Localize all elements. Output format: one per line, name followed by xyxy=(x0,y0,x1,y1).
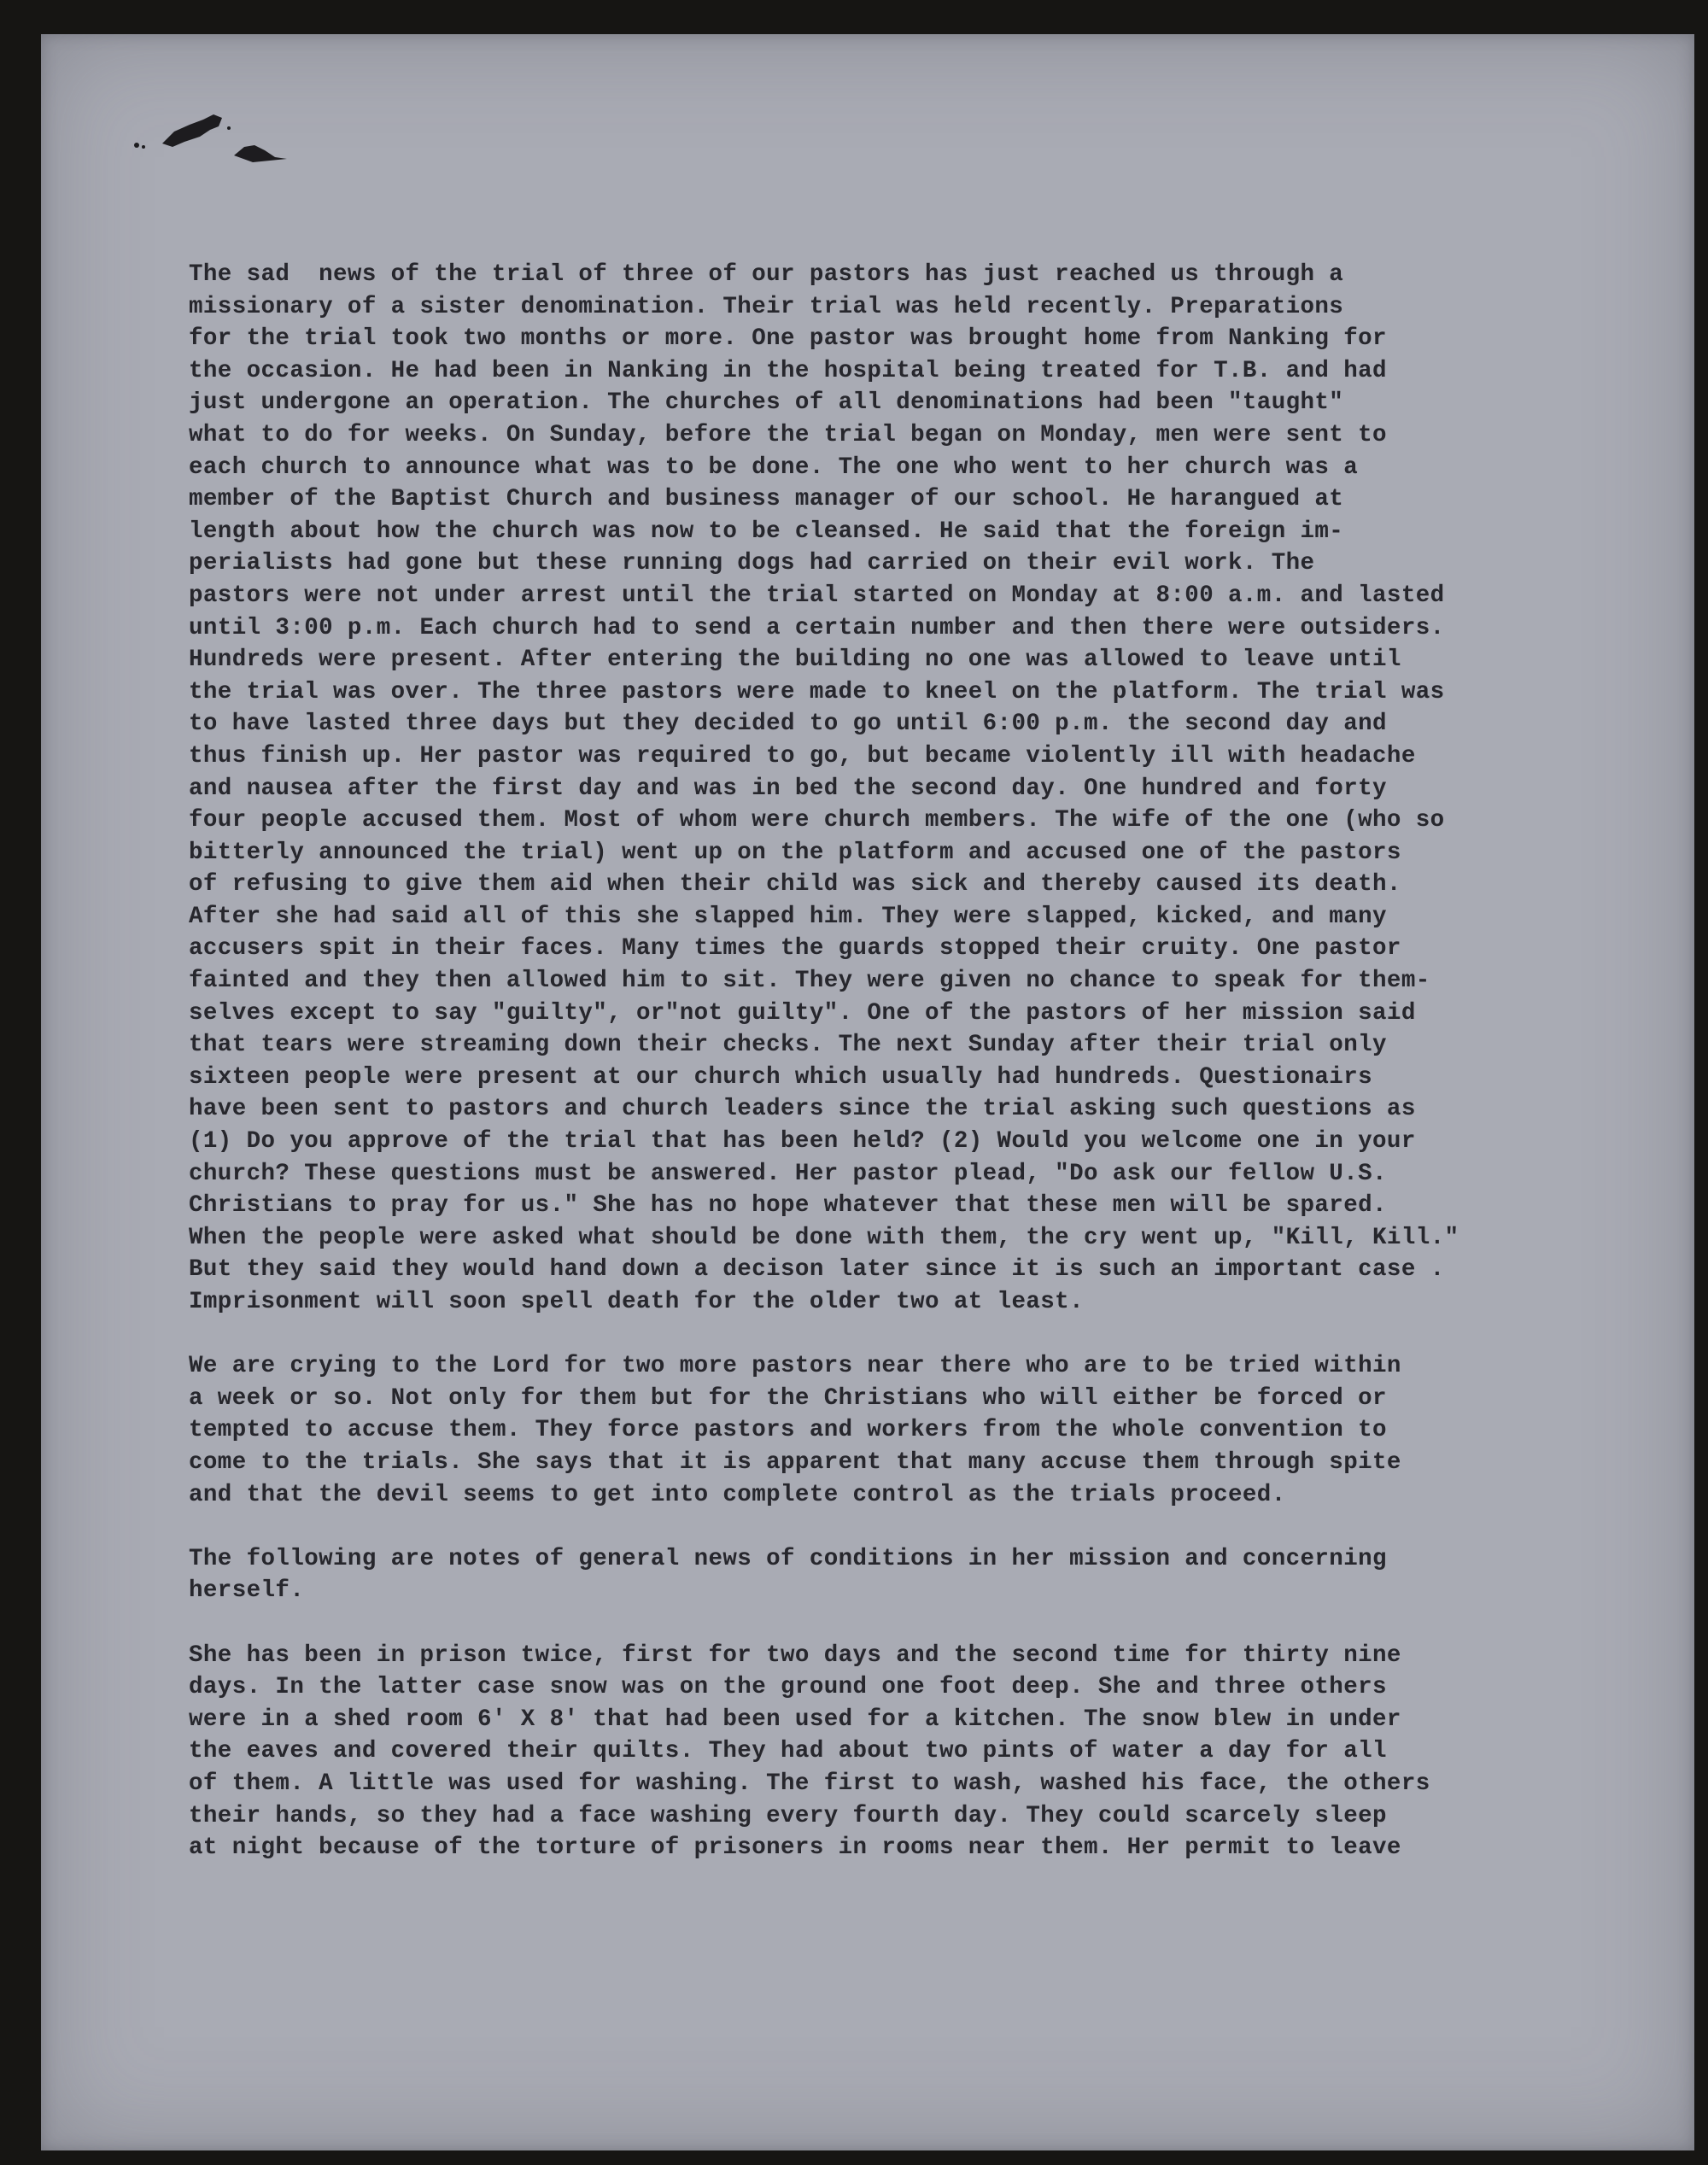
text-line: When the people were asked what should be done with them, the cry went up, "Kill, Kill." xyxy=(189,1224,1459,1251)
text-line: and nausea after the first day and was in bed the second day. One hundred and forty xyxy=(189,775,1387,802)
text-line: what to do for weeks. On Sunday, before the trial began on Monday, men were sent to xyxy=(189,421,1387,448)
text-line: the trial was over. The three pastors were made to kneel on the platform. The trial was xyxy=(189,678,1445,705)
ink-blot-small xyxy=(234,145,287,162)
text-line: Imprisonment will soon spell death for the older two at least. xyxy=(189,1289,1084,1315)
text-line: were in a shed room 6' X 8' that had been used for a kitchen. The snow blew in under xyxy=(189,1706,1401,1733)
text-line: accusers spit in their faces. Many times the guards stopped their cruity. One pastor xyxy=(189,935,1401,963)
text-line: of them. A little was used for washing. The first to wash, washed his face, the others xyxy=(189,1770,1430,1797)
typewritten-page xyxy=(41,34,1694,2150)
text-line: and that the devil seems to get into complete control as the trials proceed. xyxy=(189,1481,1286,1508)
text-line: She has been in prison twice, first for two days and the second time for thirty nine xyxy=(189,1641,1401,1669)
ink-dot xyxy=(227,126,231,130)
text-line: a week or so. Not only for them but for the Christians who will either be forced or xyxy=(189,1384,1387,1412)
ink-blot-marks xyxy=(125,94,330,179)
paragraph xyxy=(189,1350,1589,1511)
text-line: (1) Do you approve of the trial that has been held? (2) Would you welcome one in your xyxy=(189,1128,1416,1156)
text-line: just undergone an operation. The churches of all denominations had been "taught" xyxy=(189,389,1344,417)
ink-dot xyxy=(134,143,139,148)
ink-blot-large xyxy=(162,114,222,147)
text-line: perialists had gone but these running dogs had carried on their evil work. The xyxy=(189,550,1315,577)
text-line: the eaves and covered their quilts. They had about two pints of water a day for all xyxy=(189,1738,1387,1765)
text-line: herself. xyxy=(189,1577,305,1605)
text-line: days. In the latter case snow was on the ground one foot deep. She and three others xyxy=(189,1674,1387,1701)
paragraph xyxy=(189,1543,1589,1607)
text-line: thus finish up. Her pastor was required to go, but became violently ill with headache xyxy=(189,742,1416,769)
text-line: for the trial took two months or more. One pastor was brought home from Nanking for xyxy=(189,325,1387,353)
text-line: of refusing to give them aid when their child was sick and thereby caused its death. xyxy=(189,871,1401,898)
text-line: until 3:00 p.m. Each church had to send a certain number and then there were outsiders. xyxy=(189,614,1445,641)
text-line: the occasion. He had been in Nanking in the hospital being treated for T.B. and had xyxy=(189,357,1387,384)
text-line: church? These questions must be answered. Her pastor plead, "Do ask our fellow U.S. xyxy=(189,1160,1387,1187)
text-line: The following are notes of general news of conditions in her mission and concerning xyxy=(189,1545,1387,1572)
text-line: member of the Baptist Church and business manager of our school. He harangued at xyxy=(189,486,1344,513)
text-line: pastors were not under arrest until the trial started on Monday at 8:00 a.m. and lasted xyxy=(189,582,1445,609)
text-line: to have lasted three days but they decided to go until 6:00 p.m. the second day and xyxy=(189,711,1387,738)
text-line: missionary of a sister denomination. Their trial was held recently. Preparations xyxy=(189,293,1344,320)
text-line: Hundreds were present. After entering the building no one was allowed to leave until xyxy=(189,647,1401,674)
text-line: After she had said all of this she slapped him. They were slapped, kicked, and many xyxy=(189,903,1387,930)
text-line: tempted to accuse them. They force pastors and workers from the whole convention to xyxy=(189,1417,1387,1444)
text-line: at night because of the torture of prisoners in rooms near them. Her permit to leave xyxy=(189,1834,1401,1862)
letter-body xyxy=(189,259,1589,1896)
text-line: Christians to pray for us." She has no hope whatever that these men will be spared. xyxy=(189,1192,1387,1220)
text-line: But they said they would hand down a decison later since it is such an important case . xyxy=(189,1256,1445,1284)
text-line: fainted and they then allowed him to sit. They were given no chance to speak for them- xyxy=(189,968,1430,995)
paragraph xyxy=(189,1640,1589,1864)
text-line: selves except to say "guilty", or"not guilty". One of the pastors of her mission said xyxy=(189,999,1416,1027)
paragraph xyxy=(189,259,1589,1319)
text-line: bitterly announced the trial) went up on the platform and accused one of the pastors xyxy=(189,839,1401,866)
text-line: their hands, so they had a face washing every fourth day. They could scarcely sleep xyxy=(189,1802,1387,1829)
text-line: We are crying to the Lord for two more pastors near there who are to be tried within xyxy=(189,1353,1401,1380)
text-line: sixteen people were present at our church which usually had hundreds. Questionairs xyxy=(189,1063,1373,1091)
text-line: four people accused them. Most of whom were church members. The wife of the one (who so xyxy=(189,807,1445,834)
text-line: length about how the church was now to be cleansed. He said that the foreign im- xyxy=(189,518,1344,545)
text-line: come to the trials. She says that it is apparent that many accuse them through spite xyxy=(189,1448,1401,1476)
text-line: have been sent to pastors and church leaders since the trial asking such questions as xyxy=(189,1096,1416,1123)
ink-dot xyxy=(142,145,145,149)
text-line: The sad news of the trial of three of our pastors has just reached us through a xyxy=(189,261,1344,288)
text-line: that tears were streaming down their checks. The next Sunday after their trial only xyxy=(189,1032,1387,1059)
text-line: each church to announce what was to be done. The one who went to her church was a xyxy=(189,453,1359,481)
